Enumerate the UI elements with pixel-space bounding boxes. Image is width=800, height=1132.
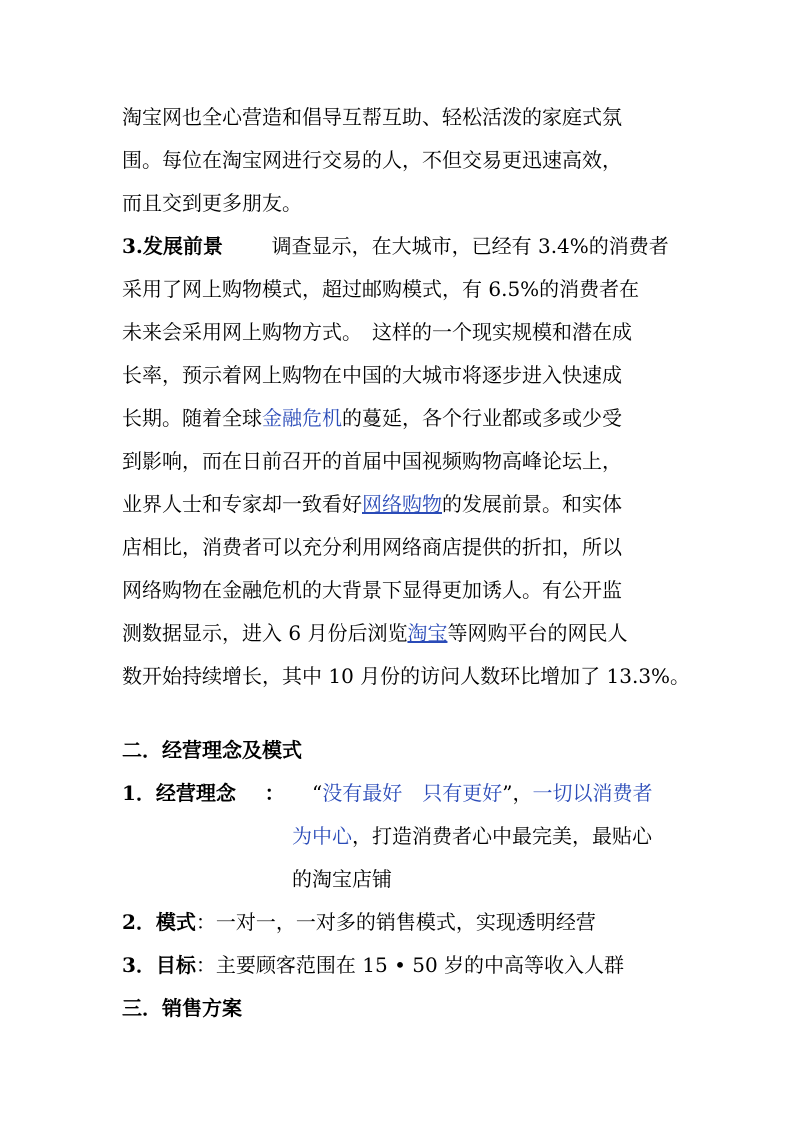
prospects-line-11: 数开始持续增长，其中 10 月份的访问人数环比增加了 13.3%。 — [122, 664, 691, 688]
item1-blue-tail: 一切以消费者 — [532, 781, 653, 805]
item2-text: ：一对一，一对多的销售模式，实现透明经营 — [195, 910, 596, 934]
prospects-line-8: 店相比，消费者可以充分利用网络商店提供的折扣，所以 — [122, 535, 622, 559]
item3-text: ：主要顾客范围在 15 • 50 岁的中高等收入人群 — [195, 953, 625, 977]
item1-slogan-text: 没有最好 只有更好 — [322, 781, 503, 805]
intro-line-3: 而且交到更多朋友。 — [122, 191, 302, 215]
taobao-link[interactable]: 淘宝 — [407, 621, 448, 645]
section2-item1-slogan — [312, 779, 652, 807]
prospects-line-5 — [122, 404, 622, 432]
prospects-line-2: 采用了网上购物模式，超过邮购模式，有 6.5%的消费者在 — [122, 277, 640, 301]
section2-item1-line-1 — [122, 779, 285, 807]
section2-heading: 二．经营理念及模式 — [122, 738, 302, 762]
prospects-line-10 — [122, 619, 627, 647]
section2-item3 — [122, 951, 624, 979]
prospects-line-10-post: 等网购平台的网民人 — [447, 621, 628, 645]
item1-line-2-rest: ，打造消费者心中最完美，最贴心 — [352, 824, 652, 848]
item1-line-2-blue: 为中心 — [292, 824, 352, 848]
prospects-line-10-pre: 测数据显示，进入 6 月份后浏览 — [122, 621, 408, 645]
section2-item1-line-2 — [292, 822, 652, 850]
prospects-line-9: 网络购物在金融危机的大背景下显得更加诱人。有公开监 — [122, 578, 622, 602]
prospects-line-5-post: 的蔓延，各个行业都或多或少受 — [342, 406, 622, 430]
item1-colon: ： — [264, 781, 285, 805]
prospects-line-7-pre: 业界人士和专家却一致看好 — [122, 492, 362, 516]
section3-heading: 三．销售方案 — [122, 996, 242, 1020]
prospects-line-4: 长率，预示着网上购物在中国的大城市将逐步进入快速成 — [122, 363, 622, 387]
online-shopping-link[interactable]: 网络购物 — [362, 492, 442, 516]
item3-label: 3．目标 — [122, 953, 196, 977]
item1-label: 1．经营理念 — [122, 781, 236, 805]
intro-line-1: 淘宝网也全心营造和倡导互帮互助、轻松活泼的家庭式氛 — [122, 105, 622, 129]
prospects-line-1 — [122, 232, 669, 260]
prospects-line-3: 未来会采用网上购物方式。 这样的一个现实规模和潜在成 — [122, 320, 632, 344]
section2-item2 — [122, 908, 596, 936]
section2-item1-line-3: 的淘宝店铺 — [292, 867, 392, 891]
item2-label: 2．模式 — [122, 910, 196, 934]
financial-crisis-link[interactable]: 金融危机 — [262, 406, 342, 430]
intro-line-2: 围。每位在淘宝网进行交易的人，不但交易更迅速高效， — [122, 148, 622, 172]
item1-close-quote: ”， — [502, 781, 533, 805]
prospects-line-7 — [122, 490, 622, 518]
item1-open-quote: “ — [312, 781, 323, 805]
prospects-line-7-post: 的发展前景。和实体 — [442, 492, 622, 516]
prospects-line-6: 到影响，而在日前召开的首届中国视频购物高峰论坛上， — [122, 449, 622, 473]
prospects-line-1-text: 调查显示，在大城市，已经有 3.4%的消费者 — [271, 234, 669, 258]
prospects-heading: 3.发展前景 — [122, 234, 223, 258]
prospects-line-5-pre: 长期。随着全球 — [122, 406, 262, 430]
